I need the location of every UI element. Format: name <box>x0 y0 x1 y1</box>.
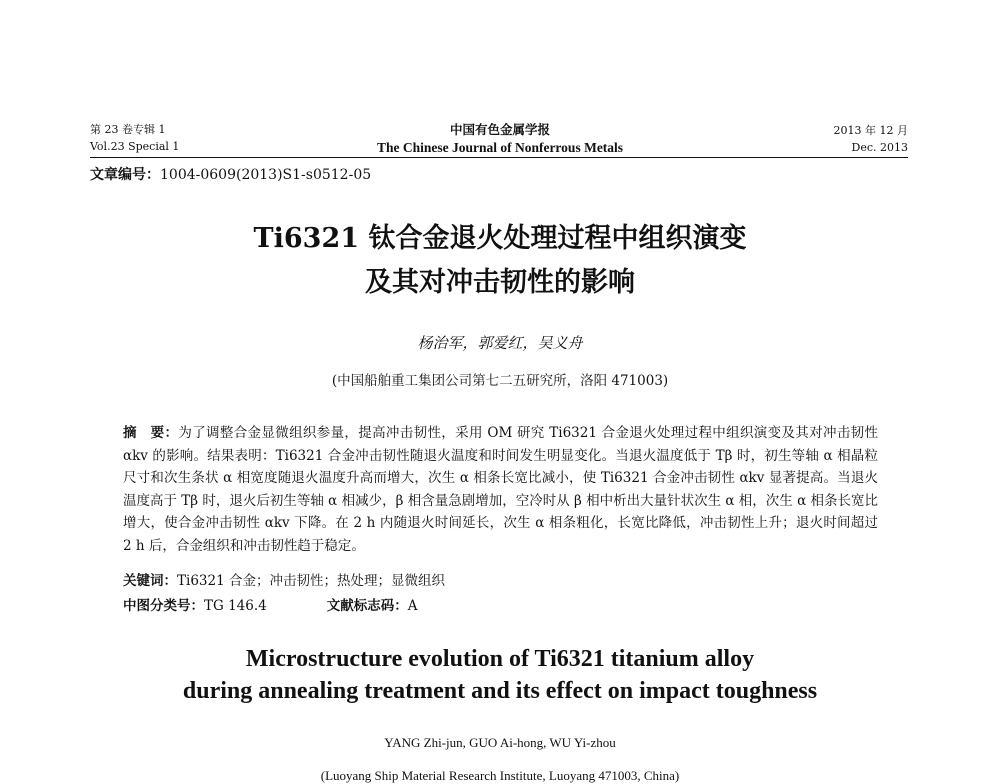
keywords <box>123 569 445 589</box>
header-date-en: Dec. 2013 <box>851 141 908 154</box>
header-volume-en: Vol.23 Special 1 <box>90 140 180 153</box>
affiliation-en: (Luoyang Ship Material Research Institute, Luoyang 471003, China) <box>320 768 680 783</box>
title-cn-line1: Ti6321 钛合金退火处理过程中组织演变 <box>253 223 747 254</box>
authors-en: YANG Zhi-jun, GUO Ai-hong, WU Yi-zhou <box>384 735 616 750</box>
classification <box>123 594 417 614</box>
clc-value: TG 146.4 <box>204 598 267 614</box>
abstract-label: 摘 要： <box>123 425 179 441</box>
header-rule <box>90 157 908 158</box>
keywords-text: Ti6321 合金；冲击韧性；热处理；显微组织 <box>177 573 445 589</box>
header-date-cn: 2013 年 12 月 <box>833 124 908 137</box>
abstract <box>123 422 878 557</box>
article-number <box>90 164 371 184</box>
title-en-line2: during annealing treatment and its effect on impact toughness <box>182 678 818 704</box>
header-journal-cn: 中国有色金属学报 <box>449 122 550 137</box>
abstract-text: 为了调整合金显微组织参量，提高冲击韧性，采用 OM 研究 Ti6321 合金退火处理过程中组织演变及其对冲击韧性 αkv 的影响。结果表明：Ti6321 合金冲击韧性随退火温度和时间发生明显变化。当退火温度低于 Tβ 时，初生等轴 α 相晶粒尺寸和次生条状 α 相宽度随退火温度升高而增大，次生 α 相条长宽比减小，使 Ti6321 合金冲击韧性 αkv 显著提高。当退火温度高于 Tβ 时，退火后初生等轴 α 相减少，β 相含量急剧增加，空冷时从 β 相中析出大量针状次生 α 相，次生 α 相条长宽比增大，使合金冲击韧性 αkv 下降。在 2 h 内随退火时间延长，次生 α 相条粗化，长宽比降低，冲击韧性上升；退火时间超过 2 h 后，合金组织和冲击韧性趋于稳定。 <box>123 425 879 554</box>
title-cn-line2: 及其对冲击韧性的影响 <box>365 267 635 298</box>
article-number-label: 文章编号： <box>90 167 160 183</box>
title-en-line1: Microstructure evolution of Ti6321 titanium alloy <box>245 646 755 672</box>
article-number-value: 1004-0609(2013)S1-s0512-05 <box>160 167 372 183</box>
header-journal-en: The Chinese Journal of Nonferrous Metals <box>376 140 624 155</box>
authors-cn: 杨治军，郭爱红，吴义舟 <box>417 334 583 352</box>
doc-code-value: A <box>407 598 418 614</box>
doc-code-label: 文献标志码： <box>326 598 408 614</box>
clc-label: 中图分类号： <box>123 598 204 614</box>
affiliation-cn: (中国船舶重工集团公司第七二五研究所，洛阳 471003) <box>331 373 669 389</box>
header-volume-cn: 第 23 卷专辑 1 <box>90 123 166 136</box>
keywords-label: 关键词： <box>123 573 177 589</box>
